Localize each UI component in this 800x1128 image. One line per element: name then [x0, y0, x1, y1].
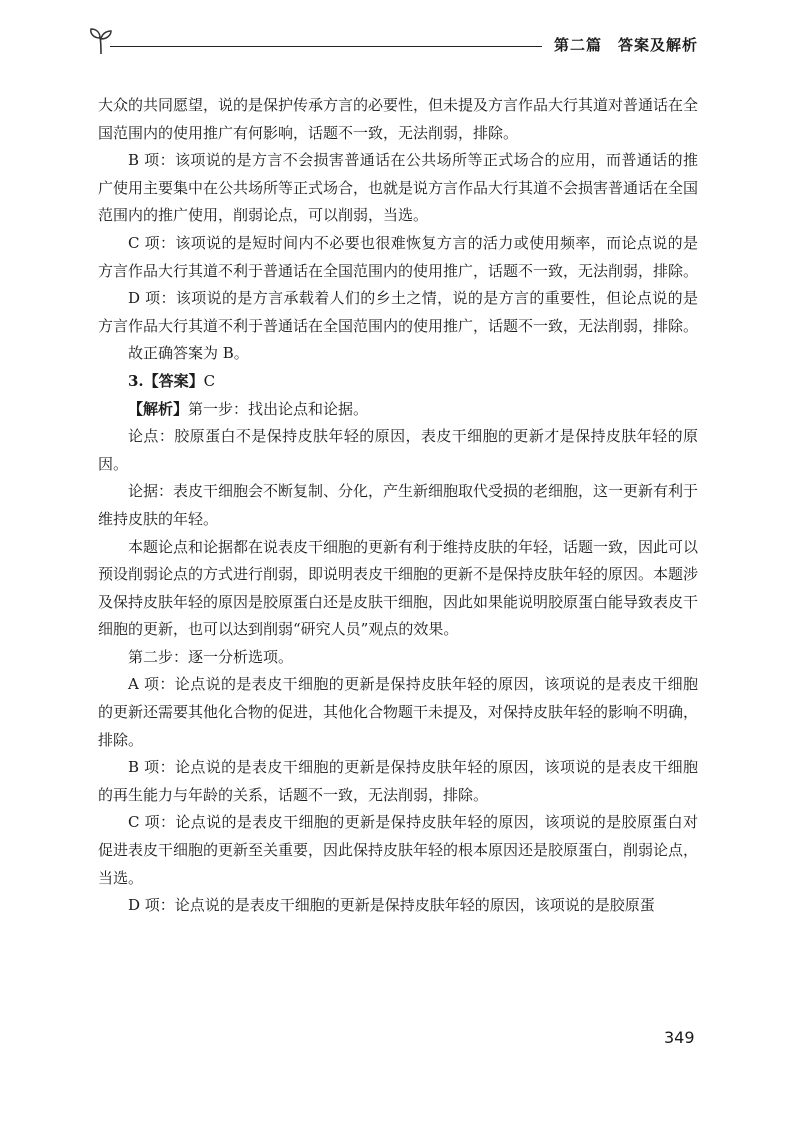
- paragraph: D 项：论点说的是表皮干细胞的更新是保持皮肤年轻的原因，该项说的是胶原蛋: [128, 896, 655, 915]
- analysis-line: [98, 396, 698, 424]
- answer-value: C: [203, 371, 216, 390]
- paragraph: B 项：该项说的是方言不会损害普通话在公共场所等正式场合的应用，而普通话的推广使用主要集中在公共场所等正式场合，也就是说方言作品大行其道不会损害普通话在全国范围内的推广使用，削弱论点，可以削弱，当选。: [98, 151, 699, 225]
- paragraph: 论点：胶原蛋白不是保持皮肤年轻的原因，表皮干细胞的更新才是保持皮肤年轻的原因。: [98, 427, 698, 473]
- paragraph: 第二步：逐一分析选项。: [128, 647, 294, 666]
- page-number: 349: [664, 1028, 695, 1047]
- sprout-icon: [88, 26, 114, 56]
- paragraph: D 项：该项说的是方言承载着人们的乡土之情，说的是方言的重要性，但论点说的是方言作品大行其道不利于普通话在全国范围内的使用推广，话题不一致，无法削弱，排除。: [98, 289, 699, 335]
- paragraph: 论据：表皮干细胞会不断复制、分化，产生新细胞取代受损的老细胞，这一更新有利于维持皮肤的年轻。: [98, 482, 699, 528]
- paragraph: 本题论点和论据都在说表皮干细胞的更新有利于维持皮肤的年轻，话题一致，因此可以预设削弱论点的方式进行削弱，即说明表皮干细胞的更新不是保持皮肤年轻的原因。本题涉及保持皮肤年轻的原因是胶原蛋白还是皮肤干细胞，因此如果能说明胶原蛋白能导致表皮干细胞的更新，也可以达到削弱“研究人员”观点的效果。: [98, 537, 699, 639]
- paragraph: A 项：论点说的是表皮干细胞的更新是保持皮肤年轻的原因，该项说的是表皮干细胞的更新还需要其他化合物的促进，其他化合物题干未提及，对保持皮肤年轻的影响不明确，排除。: [98, 675, 699, 749]
- header-rule: [110, 46, 542, 47]
- paragraph: C 项：论点说的是表皮干细胞的更新是保持皮肤年轻的原因，该项说的是胶原蛋白对促进表皮干细胞的更新至关重要，因此保持皮肤年轻的根本原因还是胶原蛋白，削弱论点，当选。: [98, 813, 699, 887]
- paragraph: 大众的共同愿望，说的是保护传承方言的必要性，但未提及方言作品大行其道对普通话在全国范围内的使用推广有何影响，话题不一致，无法削弱，排除。: [98, 96, 699, 142]
- paragraph: B 项：论点说的是表皮干细胞的更新是保持皮肤年轻的原因，该项说的是表皮干细胞的再生能力与年龄的关系，话题不一致，无法削弱，排除。: [98, 758, 698, 804]
- paragraph: 故正确答案为 B。: [128, 344, 249, 363]
- page-body: [98, 92, 698, 920]
- answer-line: [98, 368, 698, 396]
- header-title: 第二篇 答案及解析: [554, 36, 699, 54]
- paragraph: C 项：该项说的是短时间内不必要也很难恢复方言的活力或使用频率，而论点说的是方言作品大行其道不利于普通话在全国范围内的使用推广，话题不一致，无法削弱，排除。: [98, 233, 699, 280]
- analysis-text: 第一步：找出论点和论据。: [188, 399, 369, 418]
- analysis-label: 【解析】: [128, 399, 189, 418]
- answer-label: 3.【答案】: [128, 371, 204, 390]
- running-header: [88, 26, 700, 62]
